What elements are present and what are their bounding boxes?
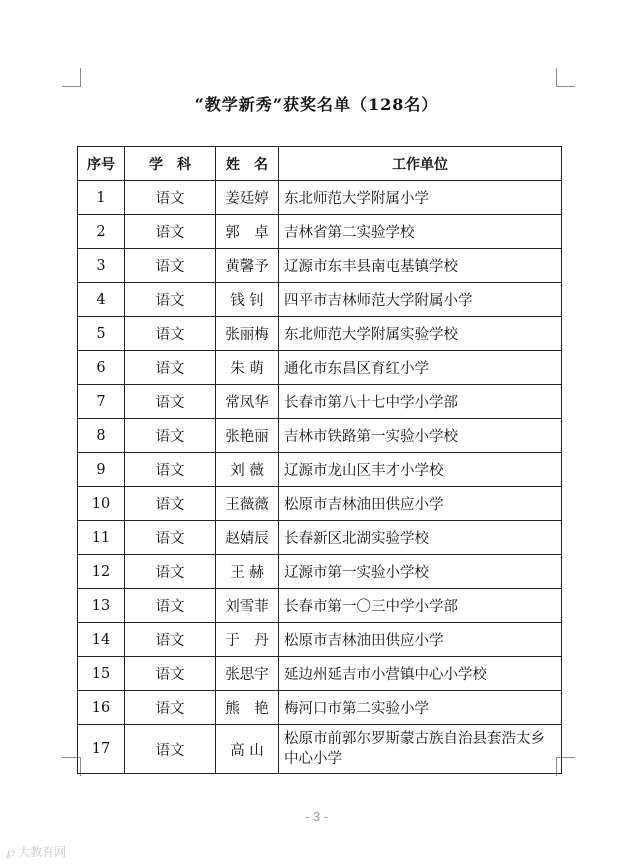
cell-unit: 长春市第八十七中学小学部 xyxy=(279,385,562,419)
cell-subject: 语文 xyxy=(125,283,216,317)
document-title: “教学新秀”获奖名单（128名） xyxy=(194,95,439,114)
cell-unit: 吉林省第二实验学校 xyxy=(279,215,562,249)
cell-name: 张思宇 xyxy=(216,657,279,691)
table-row xyxy=(78,657,562,691)
cell-unit: 松原市吉林油田供应小学 xyxy=(279,623,562,657)
table-row xyxy=(78,249,562,283)
table-row xyxy=(78,419,562,453)
crop-mark-top-left xyxy=(62,68,81,87)
cell-subject: 语文 xyxy=(125,385,216,419)
table-header-row xyxy=(78,147,562,181)
table-row xyxy=(78,385,562,419)
cell-subject: 语文 xyxy=(125,419,216,453)
cell-index: 7 xyxy=(78,385,125,419)
cell-name: 刘 薇 xyxy=(216,453,279,487)
cell-index: 10 xyxy=(78,487,125,521)
cell-index: 8 xyxy=(78,419,125,453)
cell-name: 刘雪菲 xyxy=(216,589,279,623)
cell-name: 郭 卓 xyxy=(216,215,279,249)
cell-subject: 语文 xyxy=(125,351,216,385)
table-row xyxy=(78,725,562,774)
table-row xyxy=(78,623,562,657)
cell-unit: 辽源市东丰县南屯基镇学校 xyxy=(279,249,562,283)
watermark-logo-icon: ℘ xyxy=(6,845,16,860)
cell-index: 12 xyxy=(78,555,125,589)
cell-name: 王 赫 xyxy=(216,555,279,589)
watermark xyxy=(6,843,66,860)
cell-unit: 松原市吉林油田供应小学 xyxy=(279,487,562,521)
crop-mark-top-right xyxy=(556,68,575,87)
cell-index: 16 xyxy=(78,691,125,725)
cell-name: 于 丹 xyxy=(216,623,279,657)
header-name: 姓 名 xyxy=(216,147,279,181)
table-body xyxy=(78,181,562,774)
header-index: 序号 xyxy=(78,147,125,181)
cell-index: 3 xyxy=(78,249,125,283)
table-row xyxy=(78,589,562,623)
cell-unit: 松原市前郭尔罗斯蒙古族自治县套浩太乡中心小学 xyxy=(279,725,562,774)
cell-subject: 语文 xyxy=(125,555,216,589)
cell-name: 钱 钊 xyxy=(216,283,279,317)
cell-name: 常凤华 xyxy=(216,385,279,419)
cell-unit: 梅河口市第二实验小学 xyxy=(279,691,562,725)
cell-name: 高 山 xyxy=(216,725,279,774)
cell-unit: 吉林市铁路第一实验小学校 xyxy=(279,419,562,453)
cell-index: 9 xyxy=(78,453,125,487)
cell-unit: 东北师范大学附属实验学校 xyxy=(279,317,562,351)
cell-index: 11 xyxy=(78,521,125,555)
cell-subject: 语文 xyxy=(125,725,216,774)
cell-unit: 长春新区北湖实验学校 xyxy=(279,521,562,555)
cell-name: 朱 萌 xyxy=(216,351,279,385)
table-row xyxy=(78,317,562,351)
cell-name: 姜廷婷 xyxy=(216,181,279,215)
table-row xyxy=(78,691,562,725)
table-row xyxy=(78,283,562,317)
cell-subject: 语文 xyxy=(125,691,216,725)
cell-name: 熊 艳 xyxy=(216,691,279,725)
cell-name: 张艳丽 xyxy=(216,419,279,453)
cell-index: 2 xyxy=(78,215,125,249)
cell-index: 6 xyxy=(78,351,125,385)
table-row xyxy=(78,181,562,215)
table-row xyxy=(78,521,562,555)
cell-name: 赵婧辰 xyxy=(216,521,279,555)
cell-index: 17 xyxy=(78,725,125,774)
table-row xyxy=(78,555,562,589)
table-row xyxy=(78,453,562,487)
cell-name: 王薇薇 xyxy=(216,487,279,521)
cell-name: 张丽梅 xyxy=(216,317,279,351)
table-row xyxy=(78,351,562,385)
cell-unit: 东北师范大学附属小学 xyxy=(279,181,562,215)
cell-index: 15 xyxy=(78,657,125,691)
table-row xyxy=(78,487,562,521)
cell-unit: 辽源市龙山区丰才小学校 xyxy=(279,453,562,487)
page-number: - 3 - xyxy=(304,809,329,824)
cell-subject: 语文 xyxy=(125,453,216,487)
header-unit: 工作单位 xyxy=(279,147,562,181)
cell-subject: 语文 xyxy=(125,521,216,555)
cell-subject: 语文 xyxy=(125,181,216,215)
cell-unit: 通化市东昌区育红小学 xyxy=(279,351,562,385)
cell-unit: 四平市吉林师范大学附属小学 xyxy=(279,283,562,317)
award-roster-table xyxy=(77,146,562,774)
cell-index: 1 xyxy=(78,181,125,215)
cell-subject: 语文 xyxy=(125,657,216,691)
cell-subject: 语文 xyxy=(125,589,216,623)
cell-index: 14 xyxy=(78,623,125,657)
table-row xyxy=(78,215,562,249)
cell-unit: 延边州延吉市小营镇中心小学校 xyxy=(279,657,562,691)
cell-index: 5 xyxy=(78,317,125,351)
watermark-text: 大教育网 xyxy=(18,845,67,859)
header-subject: 学 科 xyxy=(125,147,216,181)
cell-subject: 语文 xyxy=(125,249,216,283)
cell-index: 4 xyxy=(78,283,125,317)
cell-subject: 语文 xyxy=(125,215,216,249)
cell-index: 13 xyxy=(78,589,125,623)
cell-unit: 长春市第一〇三中学小学部 xyxy=(279,589,562,623)
cell-subject: 语文 xyxy=(125,623,216,657)
cell-name: 黄馨予 xyxy=(216,249,279,283)
cell-subject: 语文 xyxy=(125,487,216,521)
cell-subject: 语文 xyxy=(125,317,216,351)
cell-unit: 辽源市第一实验小学校 xyxy=(279,555,562,589)
